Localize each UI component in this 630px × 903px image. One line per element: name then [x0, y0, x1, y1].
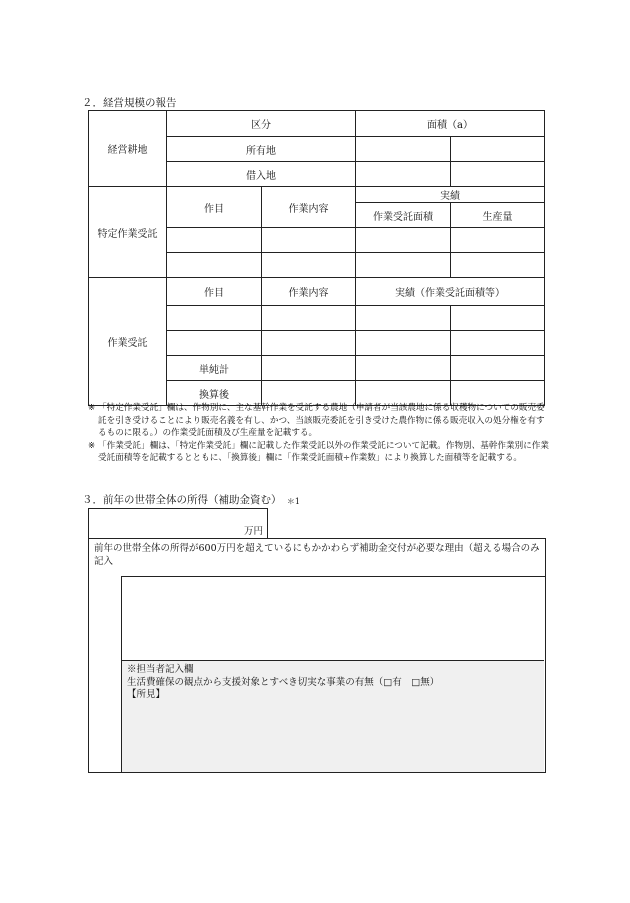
- simple-total-label: 単純計: [167, 356, 262, 381]
- specific-production-cell[interactable]: [451, 253, 545, 278]
- work-crop-cell[interactable]: [167, 306, 262, 331]
- reason-label: 前年の世帯全体の所得が600万円を超えているにもかかわらず補助金交付が必要な理由（超える場合のみ記入: [94, 543, 540, 567]
- specific-work-cell[interactable]: [262, 228, 356, 253]
- simple-total-cell[interactable]: [262, 356, 356, 381]
- work-work-cell[interactable]: [262, 331, 356, 356]
- note-text: 「作業受託」欄は、「特定作業受託」欄に記載した作業受託以外の作業受託について記載。作物別、基幹作業別に作業受託面積等を記載するとともに、「換算後」欄に「作業受託面積÷作業数」により換算した面積等を記載する。: [98, 440, 549, 464]
- specific-work-cell[interactable]: [262, 253, 356, 278]
- note-specific-contract: [88, 402, 550, 440]
- specific-area-header: 作業受託面積: [356, 203, 451, 228]
- leased-land-cell-2[interactable]: [451, 162, 545, 187]
- area-header: 面積（a）: [356, 111, 545, 137]
- leased-land-cell-1[interactable]: [356, 162, 451, 187]
- staff-title: ※担当者記入欄: [127, 664, 194, 675]
- work-work-header: 作業内容: [262, 278, 356, 306]
- staff-opinion: 【所見】: [127, 689, 166, 700]
- work-crop-header: 作目: [167, 278, 262, 306]
- note-mark: ※: [88, 440, 96, 451]
- staff-question: 生活費確保の観点から支援対象とすべき切実な事業の有無（□有 □無）: [127, 676, 440, 688]
- specific-area-cell[interactable]: [356, 228, 451, 253]
- note-text: 「特定作業受託」欄は、作物別に、主な基幹作業を受託する農地（申請者が当該農地に係る収穫物についての販売委託を引き受けることにより販売名義を有し、かつ、当該販売委託を引き受けた農作物に係る販売収入の処分権を有するものに限る。）の作業受託面積及び生産量を記載する。: [98, 403, 545, 439]
- footnote-mark: ＊1: [286, 497, 300, 506]
- section2-heading: ２．経営規模の報告: [82, 97, 177, 109]
- leased-land-label: 借入地: [167, 162, 356, 187]
- note-work-contract: [88, 440, 550, 465]
- specific-crop-cell[interactable]: [167, 228, 262, 253]
- staff-content: [127, 664, 439, 702]
- work-result-cell[interactable]: [356, 306, 451, 331]
- specific-production-cell[interactable]: [451, 228, 545, 253]
- specific-results-header: 実績: [356, 187, 545, 203]
- specific-work-header: 作業内容: [262, 187, 356, 228]
- specific-production-header: 生産量: [451, 203, 545, 228]
- owned-land-cell-2[interactable]: [451, 137, 545, 162]
- note-mark: ※: [88, 403, 96, 413]
- income-box[interactable]: [88, 508, 268, 539]
- notes: [88, 402, 550, 465]
- work-result-cell[interactable]: [356, 331, 451, 356]
- owned-land-cell-1[interactable]: [356, 137, 451, 162]
- management-scale-table: [88, 110, 545, 406]
- work-result-cell[interactable]: [451, 306, 545, 331]
- converted-label: 換算後: [167, 381, 262, 406]
- section3-heading: [82, 492, 300, 507]
- farmland-label: 経営耕地: [89, 111, 167, 187]
- work-result-cell[interactable]: [451, 331, 545, 356]
- work-crop-cell[interactable]: [167, 331, 262, 356]
- category-header: 区分: [167, 111, 356, 137]
- specific-area-cell[interactable]: [356, 253, 451, 278]
- income-unit: 万円: [243, 526, 263, 537]
- simple-total-cell[interactable]: [451, 356, 545, 381]
- simple-total-cell[interactable]: [356, 356, 451, 381]
- specific-crop-cell[interactable]: [167, 253, 262, 278]
- work-results-header: 実績（作業受託面積等）: [356, 278, 545, 306]
- section3-heading-text: ３．前年の世帯全体の所得（補助金資む）: [82, 494, 282, 506]
- work-contract-label: 作業受託: [89, 278, 167, 406]
- specific-crop-header: 作目: [167, 187, 262, 228]
- specific-contract-label: 特定作業受託: [89, 187, 167, 278]
- staff-section: [122, 660, 544, 772]
- owned-land-label: 所有地: [167, 137, 356, 162]
- reason-input-area[interactable]: [122, 577, 544, 660]
- work-work-cell[interactable]: [262, 306, 356, 331]
